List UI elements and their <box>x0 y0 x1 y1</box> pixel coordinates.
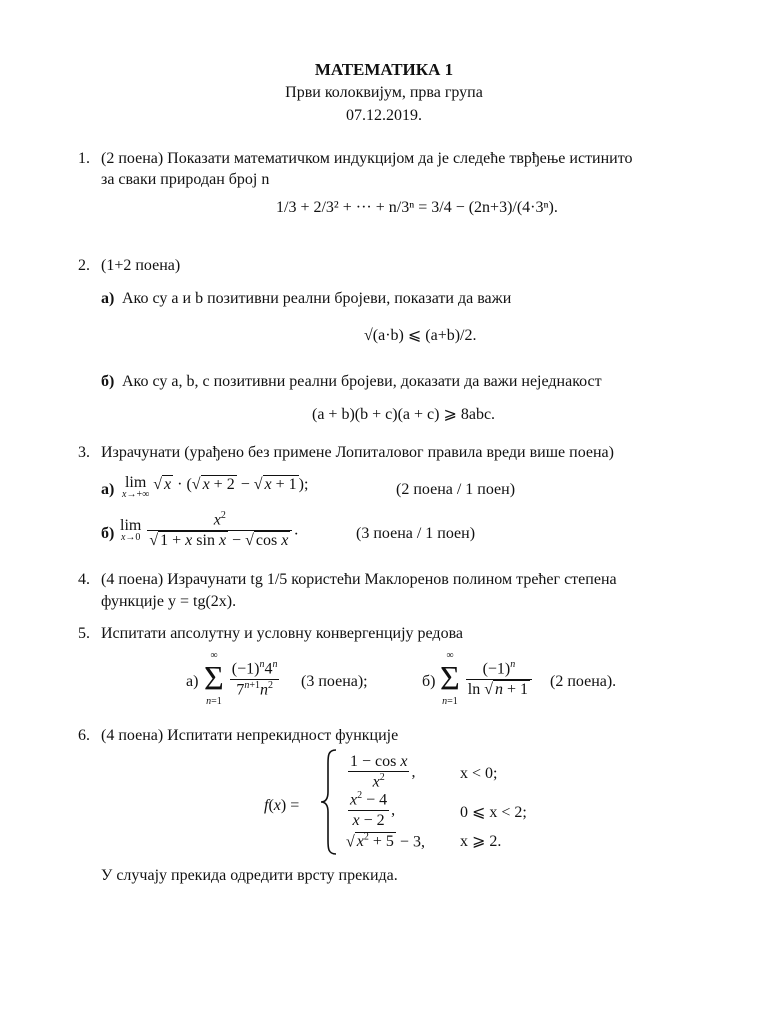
problem-3b-label: б) <box>101 525 115 542</box>
problem-6-case2-cond: 0 ⩽ x < 2; <box>460 804 527 821</box>
problem-4-number: 4. <box>78 571 90 588</box>
problem-2b-text: Ако су a, b, c позитивни реални бројеви, доказати да важи неједнакост <box>122 373 602 390</box>
problem-6-case3-expr: √ $x^2 + 5 - 3$, <box>346 832 425 851</box>
problem-5-number: 5. <box>78 625 90 642</box>
problem-5a-label: а) <box>186 673 199 690</box>
problem-6-footer: У случају прекида одредити врсту прекида. <box>101 867 398 884</box>
problem-6-function-name: f(x) = <box>264 797 300 814</box>
problem-2-text: (1+2 поена) <box>101 257 181 274</box>
problem-4-text-line1: (4 поена) Израчунати tg 1/5 користећи Маклоренов полином трећег степена <box>101 571 617 588</box>
problem-2a-label: а) <box>101 290 115 307</box>
problem-4-text-line2: функције y = tg(2x). <box>101 593 237 610</box>
problem-1-number: 1. <box>78 150 90 167</box>
problem-6-text: (4 поена) Испитати непрекидност функције <box>101 727 399 744</box>
problem-2b-label: б) <box>101 373 115 390</box>
problem-3a-formula: lim x→+∞ √ x · (√ x + 2 − √ x + 1 ); <box>122 474 309 501</box>
problem-3-number: 3. <box>78 444 90 461</box>
problem-6-case1-cond: x < 0; <box>460 765 498 782</box>
problem-1-formula: 1/3 + 2/3² + ··· + n/3ⁿ = 3/4 − (2n+3)/(4·3ⁿ). <box>276 199 558 216</box>
problem-5a-points: (3 поена); <box>301 673 368 690</box>
left-brace-icon <box>318 748 340 861</box>
problem-3b-formula: lim x→0 $\frac{x^2}{\text{√ 1 + x sin x − √ cos x}}$ . <box>120 510 299 549</box>
problem-5b-points: (2 поена). <box>550 673 617 690</box>
problem-3a-points: (2 поена / 1 поен) <box>396 481 516 498</box>
problem-2a-formula: √(a·b) ⩽ (a+b)/2. <box>364 327 477 344</box>
problem-5b-series: ∞ Σ n=1 $\frac{(-1)^n}{\ln √ n + 1}$ <box>440 650 534 708</box>
problem-3b-points: (3 поена / 1 поен) <box>356 525 476 542</box>
problem-6-number: 6. <box>78 727 90 744</box>
problem-3-text: Израчунати (урађено без примене Лопиталовог правила вреди више поена) <box>101 444 614 461</box>
exam-title: МАТЕМАТИКА 1 <box>314 60 454 79</box>
exam-date: 07.12.2019. <box>346 107 422 124</box>
problem-1-text-line2: за сваки природан број n <box>101 171 270 188</box>
problem-2b-formula: (a + b)(b + c)(a + c) ⩾ 8abc. <box>312 406 496 423</box>
problem-5b-label: б) <box>422 673 436 690</box>
problem-6-case1-expr: $\frac{\text{1 − cos x}}{x^2}$ , <box>350 753 416 791</box>
problem-1-text-line1: (2 поена) Показати математичком индукцијом да је следеће тврђење истинито <box>101 150 633 167</box>
problem-6-case3-cond: x ⩾ 2. <box>460 833 502 850</box>
problem-2a-text: Ако су a и b позитивни реални бројеви, показати да важи <box>122 290 512 307</box>
problem-5a-series: ∞ Σ n=1 $\frac{(-1)^n4^n}{7^{n+1}n^2}$ <box>204 650 278 707</box>
problem-3a-label: а) <box>101 481 115 498</box>
problem-5-text: Испитати апсолутну и условну конвергенцију редова <box>101 625 464 642</box>
exam-subtitle: Први колоквијум, прва група <box>285 84 483 101</box>
problem-6-case2-expr: $\frac{x^2 - 4}{x - 2}$ , <box>350 790 396 829</box>
problem-2-number: 2. <box>78 257 90 274</box>
